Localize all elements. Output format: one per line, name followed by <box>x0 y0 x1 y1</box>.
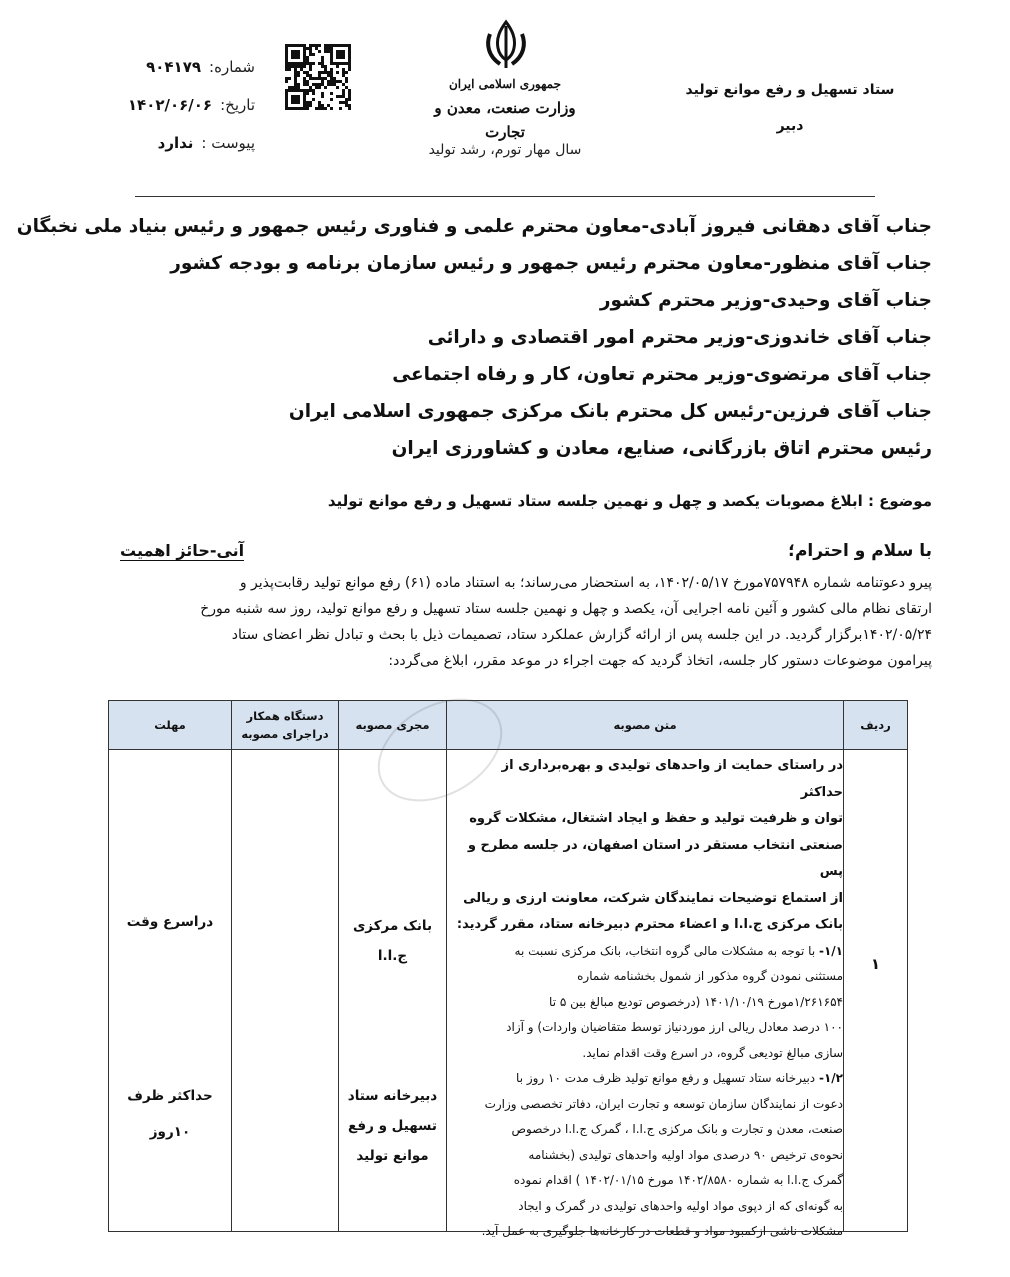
emblem-icon <box>478 16 534 72</box>
item-line: صنعت، معدن و تجارت و بانک مرکزی ج.ا.ا ، گمرک ج.ا.ا درخصوص <box>511 1122 843 1136</box>
qr-code-icon <box>285 44 351 110</box>
item-line: سازی مبالغ تودیعی گروه، در اسرع وقت اقدام نماید. <box>582 1045 843 1060</box>
priority-label: آنی-حائز اهمیت <box>120 541 245 560</box>
date-value: ۱۴۰۲/۰۶/۰۶ <box>127 96 213 114</box>
ministry-line1: جمهوری اسلامی ایران <box>448 77 562 91</box>
item-number: ۱/۲- <box>818 1071 843 1085</box>
addressee-line: جناب آقای منظور-معاون محترم رئیس جمهور و رئیس سازمان برنامه و بودجه کشور <box>170 253 932 274</box>
org-block <box>680 72 900 144</box>
deadline-2 <box>109 1081 231 1147</box>
attachment-row <box>95 124 255 162</box>
deadline-line: حداکثر ظرف <box>127 1088 213 1104</box>
greeting: با سلام و احترام؛ <box>788 541 932 561</box>
item-line: دبیرخانه ستاد تسهیل و رفع موانع تولید ظرف مدت ۱۰ روز با <box>516 1071 816 1085</box>
header-executor: مجری مصوبه <box>339 701 446 750</box>
header-partner <box>232 701 338 750</box>
executor-line: دبیرخانه ستاد <box>347 1088 438 1104</box>
item-line: ۱۰۰ درصد معادل ریالی ارز موردنیاز توسط متقاضیان واردات) و آزاد <box>506 1020 843 1034</box>
row-number: ۱ <box>870 955 881 973</box>
deadline-1 <box>109 907 231 937</box>
number-row <box>95 48 255 86</box>
header-resolution-text: متن مصوبه <box>447 701 843 750</box>
header-partner-line2: دراجرای مصوبه <box>241 727 329 741</box>
item-line: گمرک ج.ا.ا به شماره ۱۴۰۲/۸۵۸۰ مورخ ۱۴۰۲/۰۱/۱۵ ) اقدام نموده <box>513 1173 843 1187</box>
intro-line: صنعتی انتخاب مستقر در استان اصفهان، در جلسه مطرح و پس <box>467 837 843 879</box>
item-1-1 <box>455 939 843 1067</box>
date-row <box>95 86 255 124</box>
executor-line: بانک مرکزی <box>352 918 433 934</box>
executor-line: موانع تولید <box>356 1148 429 1164</box>
date-label: تاریخ: <box>220 96 255 114</box>
intro-line: از استماع توضیحات نمایندگان شرکت، معاونت ارزی و ریالی <box>463 890 843 906</box>
item-line: مستثنی نمودن گروه مذکور از شمول بخشنامه شماره <box>577 969 843 983</box>
deadline-line: دراسرع وقت <box>126 914 214 930</box>
item-line: نحوه‌ی ترخیص ۹۰ درصدی مواد اولیه واحدهای تولیدی (بخشنامه <box>528 1147 843 1162</box>
addressee-line: جناب آقای فرزین-رئیس کل محترم بانک مرکزی جمهوری اسلامی ایران <box>288 401 932 422</box>
header-divider <box>135 196 875 197</box>
addressee-line: جناب آقای مرتضوی-وزیر محترم تعاون، کار و رفاه اجتماعی <box>392 364 932 385</box>
item-number: ۱/۱- <box>818 943 843 958</box>
year-slogan: سال مهار تورم، رشد تولید <box>428 142 582 158</box>
executor-line: تسهیل و رفع <box>348 1118 437 1134</box>
resolutions-table <box>108 700 908 1238</box>
item-1-2 <box>455 1066 843 1245</box>
item-line: با توجه به مشکلات مالی گروه انتخاب، بانک مرکزی نسبت به <box>514 943 816 958</box>
item-line: به گونه‌ای که از دپوی مواد اولیه واحدهای تولیدی در گمرک و ایجاد <box>518 1198 843 1213</box>
intro-line: توان و ظرفیت تولید و حفظ و ایجاد اشتغال، مشکلات گروه <box>469 811 843 826</box>
ministry-logo-text <box>430 72 580 144</box>
body-line: ۱۴۰۲/۰۵/۲۴برگزار گردید. در این جلسه پس از ارائه گزارش عملکرد ستاد، تصمیمات ذیل با بحث و تبادل نظر اعضای ستاد <box>231 627 932 643</box>
body-line: ارتقای نظام مالی کشور و آئین نامه اجرایی آن، یکصد و چهل و نهمین جلسه ستاد تسهیل و رفع موانع تولید، روز سه شنبه مورخ <box>200 601 932 617</box>
letter-meta <box>95 48 255 162</box>
header-row-number: ردیف <box>844 701 907 750</box>
number-label: شماره: <box>209 58 255 76</box>
addressee-line: رئیس محترم اتاق بازرگانی، صنایع، معادن و کشاورزی ایران <box>391 438 932 459</box>
executor-2 <box>339 1081 446 1171</box>
body-line: پیرامون موضوعات دستور کار جلسه، اتخاذ گردید که جهت اجراء در موعد مقرر، ابلاغ می‌گردد: <box>388 653 932 669</box>
ministry-line2: وزارت صنعت، معدن و تجارت <box>434 99 576 141</box>
item-line: مشکلات ناشی ازکمبود مواد و قطعات در کارخانه‌ها جلوگیری به عمل آید. <box>481 1224 843 1238</box>
item-line: دعوت از نمایندگان سازمان توسعه و تجارت ایران، دفاتر تخصصی وزارت <box>484 1096 843 1111</box>
intro-line: بانک مرکزی ج.ا.ا و اعضاء محترم دبیرخانه ستاد، مقرر گردید: <box>456 917 843 932</box>
org-role: دبیر <box>776 118 804 134</box>
item-line: ۱/۲۶۱۶۵۴مورخ ۱۴۰۱/۱۰/۱۹ (درخصوص تودیع مبالغ بین ۵ تا <box>549 994 843 1009</box>
attachment-label: پیوست : <box>201 134 255 152</box>
header-partner-line1: دستگاه همکار <box>246 709 324 723</box>
body-paragraph <box>72 570 932 674</box>
attachment-value: ندارد <box>157 134 194 152</box>
executor-1 <box>339 911 446 971</box>
addressee-line: جناب آقای وحیدی-وزیر محترم کشور <box>599 290 932 311</box>
number-value: ۹۰۴۱۷۹ <box>146 58 202 76</box>
subject-line: موضوع : ابلاغ مصوبات یکصد و چهل و نهمین جلسه ستاد تسهیل و رفع موانع تولید <box>327 492 932 510</box>
addressee-line: جناب آقای خاندوزی-وزیر محترم امور اقتصادی و دارائی <box>427 327 932 348</box>
body-line: پیرو دعوتنامه شماره ۷۵۷۹۴۸مورخ ۱۴۰۲/۰۵/۱۷، به استحضار می‌رساند؛ به استناد ماده (۶۱) رفع موانع تولید رقابت‌پذیر و <box>239 575 932 591</box>
addressee-line: جناب آقای دهقانی فیروز آبادی-معاون محترم علمی و فناوری رئیس جمهور و رئیس بنیاد ملی نخبگان <box>16 216 932 237</box>
addressee-list <box>16 208 932 467</box>
org-name: ستاد تسهیل و رفع موانع تولید <box>685 82 895 98</box>
column-divider <box>231 701 232 1231</box>
executor-line: ج.ا.ا <box>377 948 408 964</box>
deadline-line: ۱۰روز <box>149 1124 191 1140</box>
header-deadline: مهلت <box>109 701 231 750</box>
resolution-text <box>455 753 843 1245</box>
intro-line: در راستای حمایت از واحدهای تولیدی و بهره‌برداری از حداکثر <box>501 758 843 800</box>
